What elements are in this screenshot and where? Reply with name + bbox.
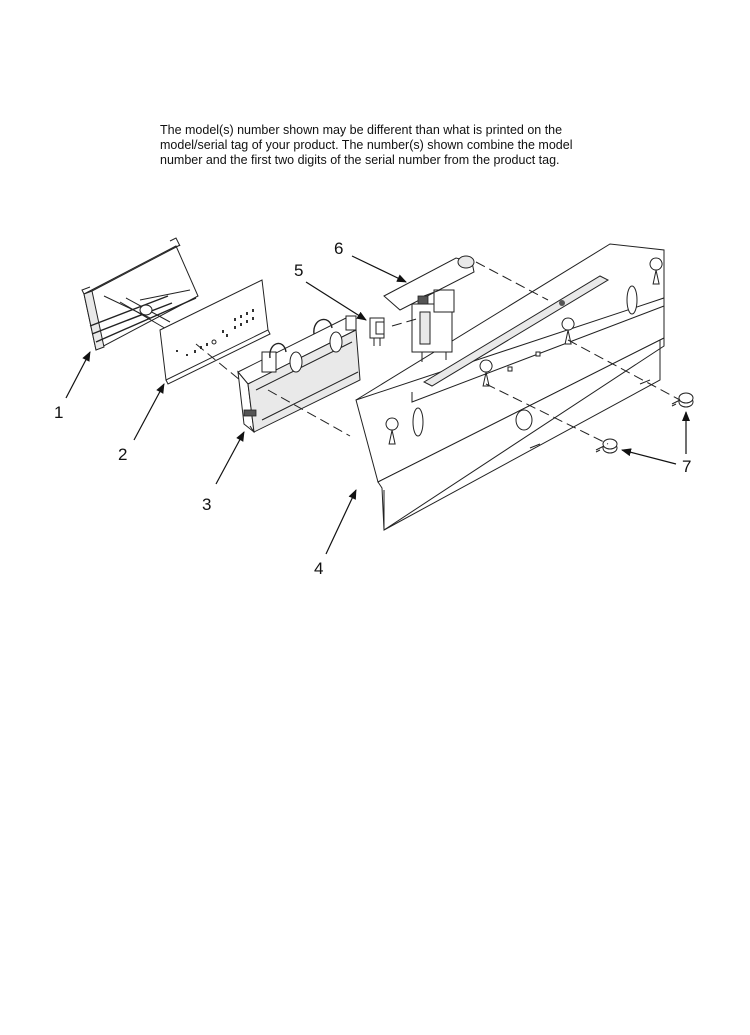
callout-2: 2 (118, 445, 128, 464)
disclaimer-line-1: The model(s) number shown may be different than what is printed on the (160, 123, 563, 137)
callout-4: 4 (314, 559, 324, 578)
callout-3: 3 (202, 495, 212, 514)
callout-7: 7 (682, 457, 692, 476)
callout-1: 1 (54, 403, 64, 422)
disclaimer-line-3: number and the first two digits of the serial number from the product tag. (160, 153, 560, 167)
disclaimer-line-2: model/serial tag of your product. The number(s) shown combine the model (160, 138, 573, 152)
part-7-screws (596, 393, 693, 453)
part-5-switch (370, 318, 384, 346)
callout-5: 5 (294, 261, 304, 280)
callout-6: 6 (334, 239, 344, 258)
